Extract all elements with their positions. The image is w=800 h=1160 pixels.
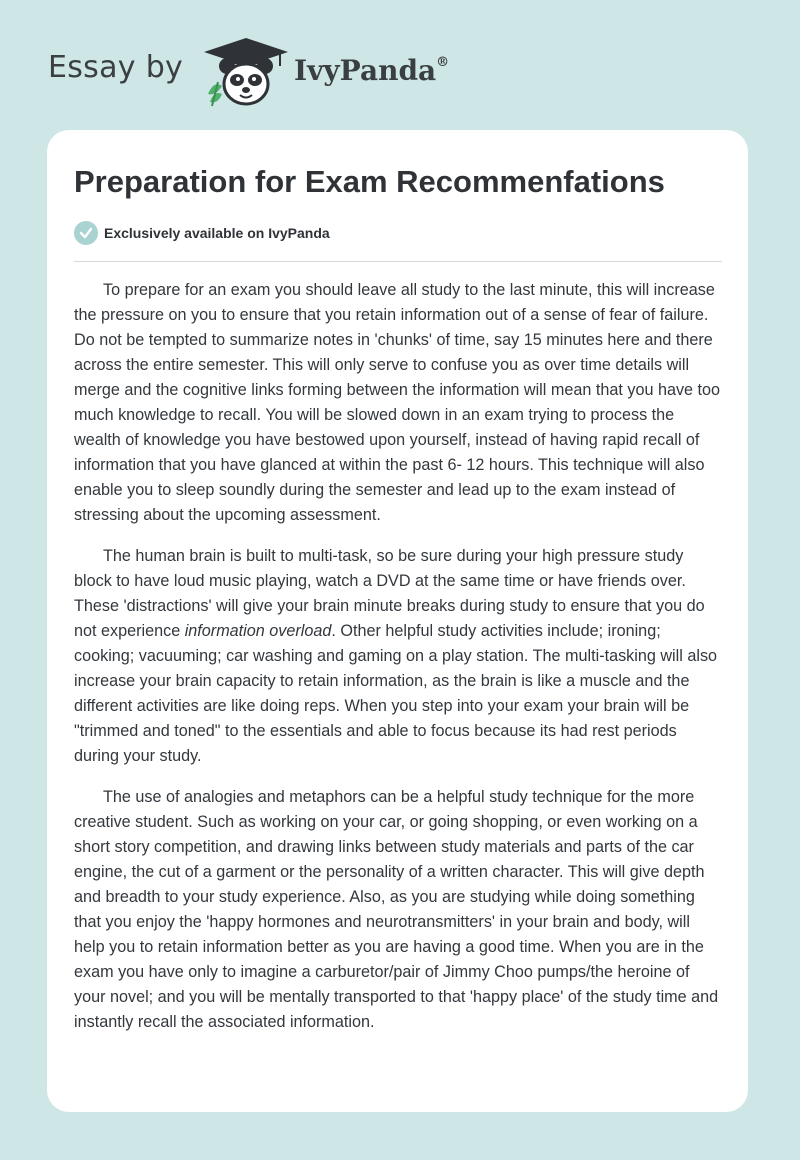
article-card	[47, 130, 748, 1112]
paragraph-text: . Other helpful study activities include; ironing; cooking; vacuuming; car washing and gaming on a play station. The multi-tasking will also increase your brain capacity to retain information, as the brain is like a muscle and the different activities are like doing reps. When you step into your exam your brain will be "trimmed and toned" to the essentials and able to focus because its had rest periods during your study.	[74, 622, 718, 765]
badge-label: Exclusively available on IvyPanda	[104, 225, 330, 241]
essay-by-label: Essay by	[48, 50, 184, 85]
brand-name[interactable]: IvyPanda®	[294, 54, 450, 87]
emphasis-text: information overload	[184, 622, 332, 640]
article-body	[74, 278, 724, 1051]
paragraph-text: The human brain is built to multi-task, so be sure during your high pressure study block to have loud music playing, watch a DVD at the same time or have friends over. These 'distractions' will give your brain minute breaks during study to ensure that you do not experience	[74, 547, 705, 640]
paragraph-text: To prepare for an exam you should leave all study to the last minute, this will increase the pressure on you to ensure that you retain information out of a sense of fear of failure. Do not be tempted to summarize notes in 'chunks' of time, say 15 minutes here and there across the entire semester. This will only serve to confuse you as over time details will merge and the cognitive links forming between the information will mean that you have too much knowledge to recall. You will be slowed down in an exam trying to process the wealth of knowledge you have bestowed upon yourself, instead of having rapid recall of information that you have glanced at within the past 6- 12 hours. This technique will also enable you to sleep soundly during the semester and lead up to the exam instead of stressing about the upcoming assessment.	[74, 281, 721, 524]
site-header	[48, 36, 548, 106]
paragraph	[74, 544, 724, 769]
check-icon	[74, 221, 98, 245]
panda-logo-icon[interactable]	[200, 36, 292, 108]
paragraph	[74, 785, 724, 1035]
page-title: Preparation for Exam Recommenfations	[74, 164, 665, 199]
paragraph-text: The use of analogies and metaphors can be a helpful study technique for the more creative student. Such as working on your car, or going shopping, or even working on a short story competition, and drawing links between study materials and parts of the car engine, the cut of a garment or the personality of a written character. This will give depth and breadth to your study experience. Also, as you are studying while doing something that you enjoy the 'happy hormones and neurotransmitters' in your brain and body, will help you to retain information better as you are having a good time. When you are in the exam you have only to imagine a carburetor/pair of Jimmy Choo pumps/the heroine of your novel; and you will be mentally transported to that 'happy place' of the study time and instantly recall the associated information.	[74, 788, 719, 1031]
exclusive-badge	[74, 220, 330, 246]
paragraph	[74, 278, 724, 528]
divider	[74, 261, 722, 262]
